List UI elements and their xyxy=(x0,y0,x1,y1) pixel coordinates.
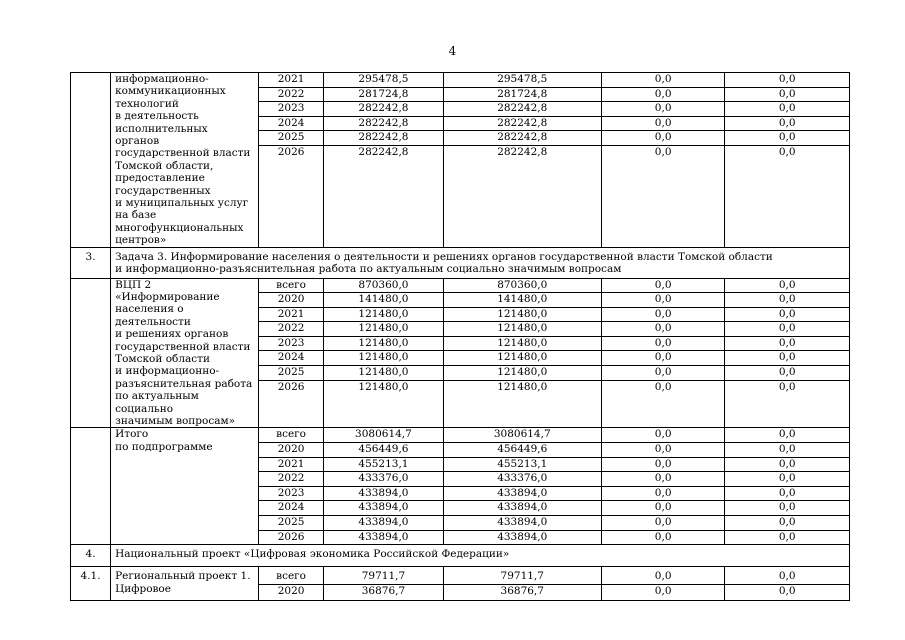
cell-value: 2021 xyxy=(259,73,323,88)
value-cell xyxy=(601,567,725,601)
cell-value: 0,0 xyxy=(725,487,849,502)
task-title-cell: Задача 3. Информирование населения о деятельности и решениях органов государственной власти Томской области и информационно-разъяснительная работа по актуальным социально значимым вопросам xyxy=(111,247,850,278)
cell-value: 2026 xyxy=(277,145,305,158)
page-number: 4 xyxy=(448,44,457,58)
cell-value: 36876,7 xyxy=(361,584,406,597)
value-cell xyxy=(601,428,725,545)
budget-table xyxy=(70,72,850,601)
value-cell xyxy=(725,278,850,428)
cell-value: 121480,0 xyxy=(324,337,442,352)
cell-value: 0,0 xyxy=(654,530,672,543)
program-name-cell: ВЦП 2 «Информирование населения о деятельности и решениях органов государственной власти Томской области и информационно- разъяснительная работа по актуальным социально значимым вопросам» xyxy=(111,278,259,428)
cell-value: 0,0 xyxy=(602,516,725,531)
cell-value: 281724,8 xyxy=(324,88,442,103)
cell-value: 2021 xyxy=(259,308,323,323)
table-row xyxy=(71,73,850,248)
cell-value: 2025 xyxy=(259,131,323,146)
cell-value: 2020 xyxy=(259,443,323,458)
total-cell xyxy=(324,428,443,545)
index-cell xyxy=(71,428,111,545)
cell-value: 0,0 xyxy=(725,516,849,531)
cell-value: 121480,0 xyxy=(324,351,442,366)
index-cell xyxy=(71,73,111,248)
total-cell xyxy=(324,567,443,601)
cell-value: 2022 xyxy=(259,88,323,103)
cell-value: 121480,0 xyxy=(324,308,442,323)
year-cell xyxy=(258,278,323,428)
cell-value: 0,0 xyxy=(725,117,849,132)
cell-value: 3080614,7 xyxy=(444,428,601,443)
cell-value: 0,0 xyxy=(602,428,725,443)
cell-value: 121480,0 xyxy=(324,322,442,337)
cell-value: 281724,8 xyxy=(444,88,601,103)
value-cell xyxy=(725,428,850,545)
cell-value: 433376,0 xyxy=(324,472,442,487)
total-label-cell: Итого по подпрограмме xyxy=(111,428,259,545)
cell-value: 0,0 xyxy=(725,570,849,585)
budget-cell xyxy=(443,73,601,248)
index-cell: 3. xyxy=(71,247,111,278)
cell-value: 0,0 xyxy=(725,472,849,487)
cell-value: 282242,8 xyxy=(444,117,601,132)
table-row xyxy=(71,278,850,428)
budget-cell xyxy=(443,567,601,601)
cell-value: 0,0 xyxy=(725,351,849,366)
index-cell: 4.1. xyxy=(71,567,111,601)
cell-value: 141480,0 xyxy=(324,293,442,308)
cell-value: 282242,8 xyxy=(324,131,442,146)
year-cell xyxy=(258,567,323,601)
cell-value: 0,0 xyxy=(602,131,725,146)
table-row xyxy=(71,428,850,545)
cell-value: 456449,6 xyxy=(444,443,601,458)
cell-value: 121480,0 xyxy=(324,366,442,381)
cell-value: 121480,0 xyxy=(497,380,548,393)
cell-value: 0,0 xyxy=(778,584,796,597)
total-cell xyxy=(324,73,443,248)
cell-value: 0,0 xyxy=(778,530,796,543)
cell-value: 0,0 xyxy=(602,293,725,308)
cell-value: 433894,0 xyxy=(444,501,601,516)
cell-value: всего xyxy=(259,428,323,443)
cell-value: 0,0 xyxy=(725,366,849,381)
cell-value: 0,0 xyxy=(602,322,725,337)
cell-value: 870360,0 xyxy=(324,279,442,294)
cell-value: 2023 xyxy=(259,102,323,117)
cell-value: 456449,6 xyxy=(324,443,442,458)
cell-value: 121480,0 xyxy=(444,322,601,337)
cell-value: 455213,1 xyxy=(324,458,442,473)
cell-value: 0,0 xyxy=(602,501,725,516)
cell-value: 282242,8 xyxy=(497,145,548,158)
cell-value: всего xyxy=(259,279,323,294)
value-cell xyxy=(725,567,850,601)
cell-value: 0,0 xyxy=(602,351,725,366)
cell-value: 0,0 xyxy=(602,279,725,294)
index-cell: 4. xyxy=(71,545,111,567)
cell-value: 0,0 xyxy=(602,570,725,585)
cell-value: 433376,0 xyxy=(444,472,601,487)
cell-value: 282242,8 xyxy=(444,102,601,117)
cell-value: 2024 xyxy=(259,117,323,132)
cell-value: 0,0 xyxy=(654,145,672,158)
cell-value: 0,0 xyxy=(654,380,672,393)
cell-value: 2026 xyxy=(277,530,305,543)
year-cell xyxy=(258,428,323,545)
table-row xyxy=(71,545,850,567)
value-cell xyxy=(601,73,725,248)
cell-value: 0,0 xyxy=(725,308,849,323)
cell-value: 0,0 xyxy=(778,145,796,158)
cell-value: 121480,0 xyxy=(444,351,601,366)
cell-value: 2024 xyxy=(259,351,323,366)
cell-value: 3080614,7 xyxy=(324,428,442,443)
cell-value: 282242,8 xyxy=(444,131,601,146)
cell-value: 0,0 xyxy=(725,88,849,103)
cell-value: 0,0 xyxy=(778,380,796,393)
program-name-cell: информационно- коммуникационных технологий в деятельность исполнительных органов государственной власти Томской области, предоставление государственных и муниципальных услуг на базе многофункциональных центров» xyxy=(111,73,259,248)
cell-value: 2020 xyxy=(259,293,323,308)
value-cell xyxy=(725,73,850,248)
value-cell xyxy=(601,278,725,428)
cell-value: 121480,0 xyxy=(444,337,601,352)
budget-cell xyxy=(443,428,601,545)
cell-value: 0,0 xyxy=(602,472,725,487)
cell-value: 0,0 xyxy=(602,102,725,117)
cell-value: 0,0 xyxy=(725,443,849,458)
program-name-cell: Региональный проект 1. Цифровое xyxy=(111,567,259,601)
cell-value: 2026 xyxy=(277,380,305,393)
cell-value: 121480,0 xyxy=(358,380,409,393)
cell-value: 0,0 xyxy=(725,322,849,337)
cell-value: 455213,1 xyxy=(444,458,601,473)
cell-value: 0,0 xyxy=(602,458,725,473)
cell-value: всего xyxy=(259,570,323,585)
cell-value: 79711,7 xyxy=(324,570,442,585)
cell-value: 36876,7 xyxy=(500,584,544,597)
cell-value: 0,0 xyxy=(602,487,725,502)
budget-cell xyxy=(443,278,601,428)
year-cell xyxy=(258,73,323,248)
cell-value: 2022 xyxy=(259,322,323,337)
cell-value: 2020 xyxy=(277,584,305,597)
cell-value: 121480,0 xyxy=(444,308,601,323)
cell-value: 2024 xyxy=(259,501,323,516)
total-cell xyxy=(324,278,443,428)
index-cell xyxy=(71,278,111,428)
cell-value: 433894,0 xyxy=(324,501,442,516)
cell-value: 433894,0 xyxy=(497,530,548,543)
cell-value: 141480,0 xyxy=(444,293,601,308)
cell-value: 0,0 xyxy=(725,279,849,294)
cell-value: 0,0 xyxy=(602,443,725,458)
cell-value: 0,0 xyxy=(725,337,849,352)
table-row xyxy=(71,247,850,278)
cell-value: 433894,0 xyxy=(444,516,601,531)
cell-value: 79711,7 xyxy=(444,570,601,585)
cell-value: 295478,5 xyxy=(444,73,601,88)
cell-value: 0,0 xyxy=(725,501,849,516)
cell-value: 433894,0 xyxy=(358,530,409,543)
cell-value: 2021 xyxy=(259,458,323,473)
cell-value: 0,0 xyxy=(725,131,849,146)
project-title-cell: Национальный проект «Цифровая экономика Российской Федерации» xyxy=(111,545,850,567)
cell-value: 0,0 xyxy=(602,366,725,381)
cell-value: 0,0 xyxy=(602,337,725,352)
cell-value: 295478,5 xyxy=(324,73,442,88)
cell-value: 0,0 xyxy=(654,584,672,597)
cell-value: 0,0 xyxy=(602,73,725,88)
cell-value: 0,0 xyxy=(725,102,849,117)
cell-value: 0,0 xyxy=(725,458,849,473)
cell-value: 0,0 xyxy=(602,117,725,132)
cell-value: 433894,0 xyxy=(444,487,601,502)
cell-value: 0,0 xyxy=(725,73,849,88)
cell-value: 2023 xyxy=(259,337,323,352)
cell-value: 282242,8 xyxy=(324,117,442,132)
cell-value: 0,0 xyxy=(602,308,725,323)
cell-value: 0,0 xyxy=(725,428,849,443)
cell-value: 433894,0 xyxy=(324,487,442,502)
cell-value: 2023 xyxy=(259,487,323,502)
cell-value: 282242,8 xyxy=(324,102,442,117)
table-row xyxy=(71,567,850,601)
cell-value: 870360,0 xyxy=(444,279,601,294)
cell-value: 2022 xyxy=(259,472,323,487)
cell-value: 0,0 xyxy=(725,293,849,308)
cell-value: 282242,8 xyxy=(358,145,409,158)
cell-value: 121480,0 xyxy=(444,366,601,381)
cell-value: 433894,0 xyxy=(324,516,442,531)
cell-value: 2025 xyxy=(259,366,323,381)
cell-value: 2025 xyxy=(259,516,323,531)
cell-value: 0,0 xyxy=(602,88,725,103)
